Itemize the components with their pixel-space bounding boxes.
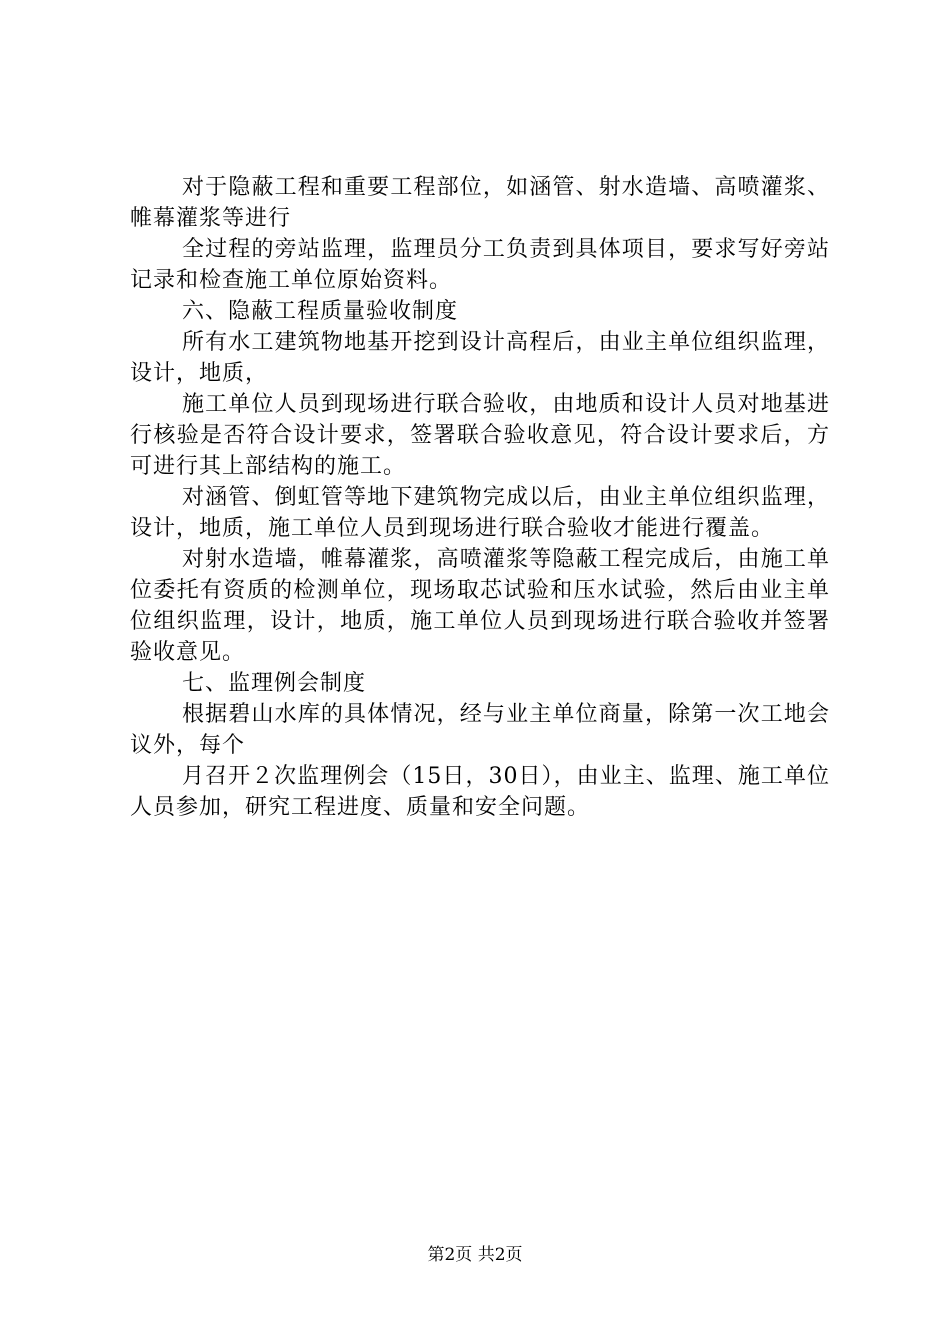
document-body — [130, 172, 830, 823]
paragraph-full-process-supervision: 全过程的旁站监理，监理员分工负责到具体项目，要求写好旁站记录和检查施工单位原始资料。 — [130, 237, 830, 293]
paragraph-culvert-acceptance: 对涵管、倒虹管等地下建筑物完成以后，由业主单位组织监理，设计，地质，施工单位人员到现场进行联合验收才能进行覆盖。 — [130, 485, 830, 541]
paragraph-grouting-acceptance: 对射水造墙，帷幕灌浆，高喷灌浆等隐蔽工程完成后，由施工单位委托有资质的检测单位，现场取芯试验和压水试验，然后由业主单位组织监理，设计，地质，施工单位人员到现场进行联合验收并签署验收意见。 — [130, 547, 830, 665]
section-heading-six: 六、隐蔽工程质量验收制度 — [182, 299, 459, 324]
section-heading-seven: 七、监理例会制度 — [182, 671, 367, 696]
paragraph-foundation-excavation: 所有水工建筑物地基开挖到设计高程后，由业主单位组织监理，设计，地质， — [130, 330, 830, 386]
paragraph-hidden-works-supervision: 对于隐蔽工程和重要工程部位，如涵管、射水造墙、高喷灌浆、帷幕灌浆等进行 — [130, 175, 830, 231]
paragraph-joint-acceptance: 施工单位人员到现场进行联合验收，由地质和设计人员对地基进行核验是否符合设计要求，签署联合验收意见，符合设计要求后，方可进行其上部结构的施工。 — [130, 392, 830, 479]
page-number-footer: 第2页 共2页 — [427, 1245, 523, 1265]
paragraph-meeting-schedule: 月召开２次监理例会（15日，30日），由业主、监理、施工单位人员参加，研究工程进度、质量和安全问题。 — [130, 764, 830, 820]
paragraph-meeting-context: 根据碧山水库的具体情况，经与业主单位商量，除第一次工地会议外，每个 — [130, 702, 830, 758]
